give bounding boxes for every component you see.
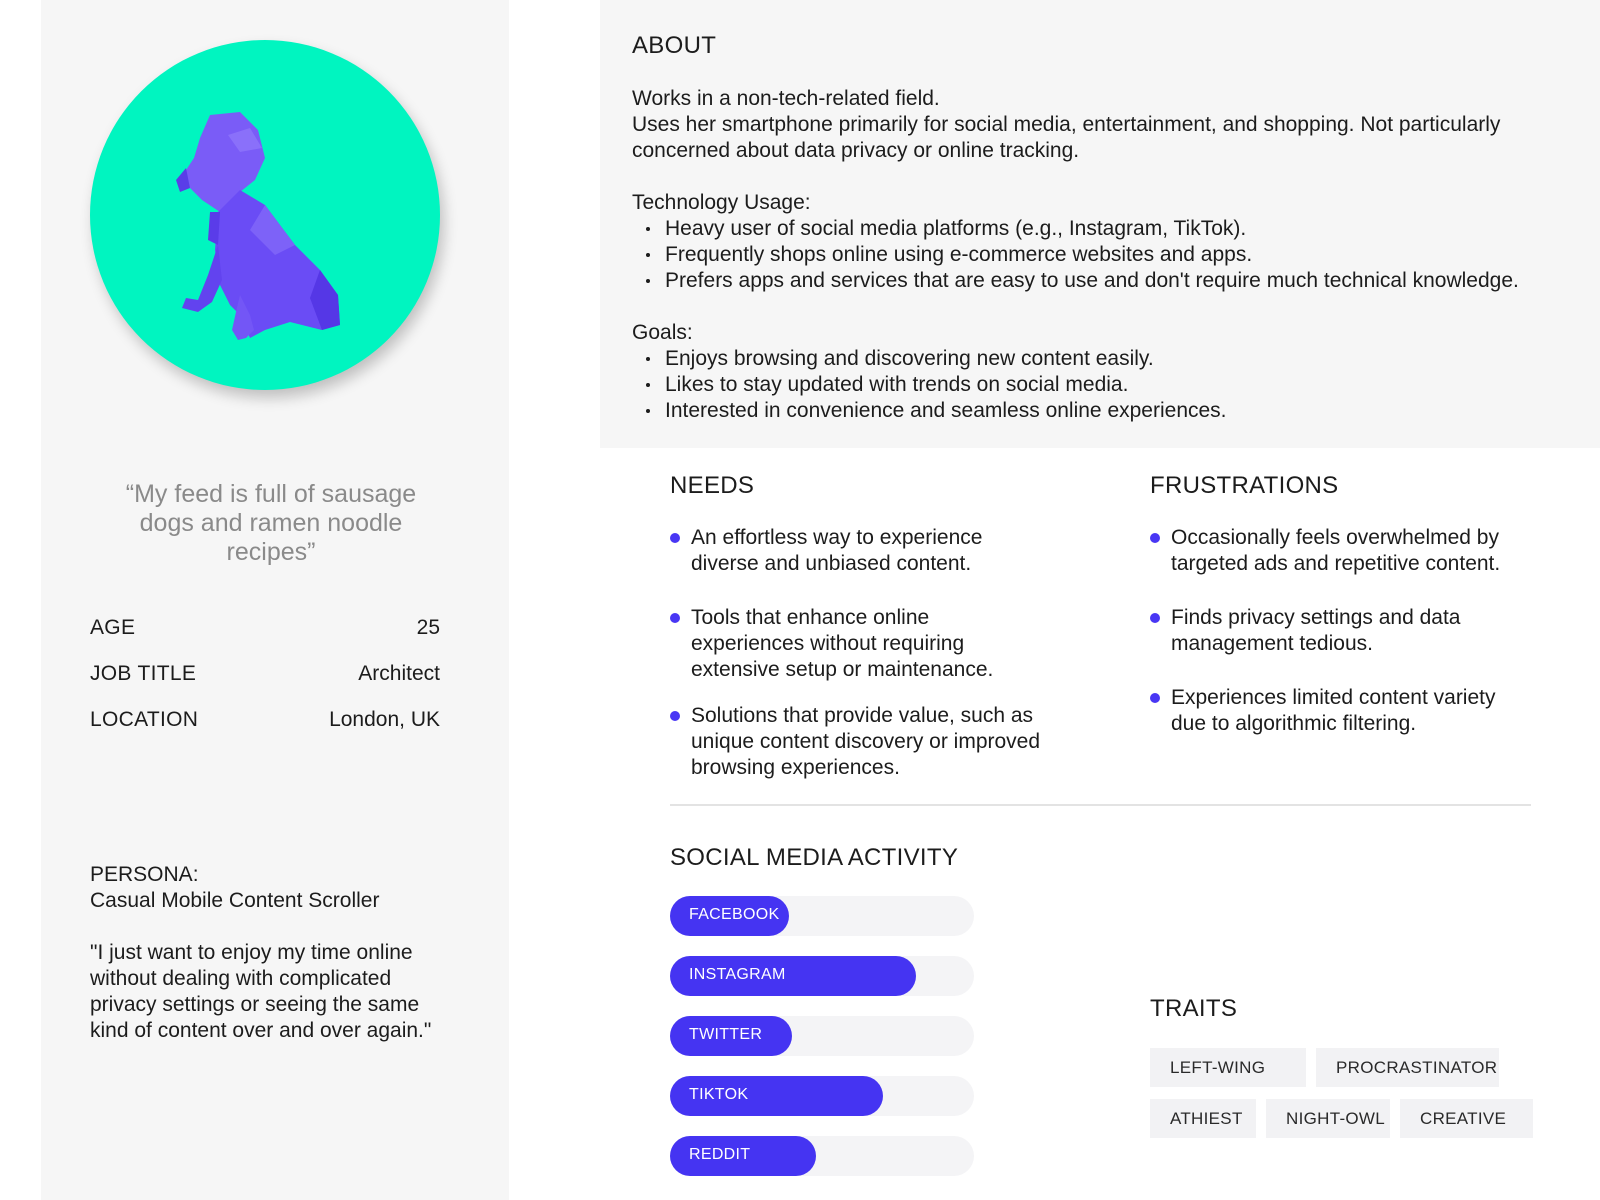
trait-tag: CREATIVE <box>1400 1099 1533 1138</box>
frustrations-title: FRUSTRATIONS <box>1150 472 1339 499</box>
section-divider <box>670 804 1531 806</box>
list-item: Tools that enhance online experiences without requiring extensive setup or maintenance. <box>670 605 1015 683</box>
tech-usage-heading: Technology Usage: <box>632 191 811 214</box>
list-item: Frequently shops online using e-commerce websites and apps. <box>644 242 1519 268</box>
persona-name: Casual Mobile Content Scroller <box>90 889 380 912</box>
list-item: Solutions that provide value, such as unique content discovery or improved browsing experiences. <box>670 703 1060 781</box>
about-panel <box>600 0 1600 448</box>
goals-list <box>644 346 1227 424</box>
profile-panel <box>41 0 509 1200</box>
age-label: AGE <box>90 616 136 639</box>
social-bar-twitter <box>670 1016 974 1056</box>
social-bar-tiktok <box>670 1076 974 1116</box>
social-bar-facebook <box>670 896 974 936</box>
trait-tag: ATHIEST <box>1150 1099 1256 1138</box>
location-label: LOCATION <box>90 708 199 731</box>
social-bar-instagram <box>670 956 974 996</box>
needs-title: NEEDS <box>670 472 755 499</box>
list-item: Likes to stay updated with trends on social media. <box>644 372 1227 398</box>
location-value: London, UK <box>329 708 440 731</box>
persona-label: PERSONA: <box>90 863 199 886</box>
bar-label: INSTAGRAM <box>689 966 786 983</box>
traits-title: TRAITS <box>1150 995 1238 1022</box>
list-item: Heavy user of social media platforms (e.g., Instagram, TikTok). <box>644 216 1519 242</box>
age-value: 25 <box>416 616 440 639</box>
about-line-2: Uses her smartphone primarily for social media, entertainment, and shopping. Not particularly concerned about data privacy or online tracking. <box>632 113 1501 162</box>
info-row-location <box>90 708 440 736</box>
bar-label: FACEBOOK <box>689 906 780 923</box>
trait-tag: LEFT-WING <box>1150 1048 1306 1087</box>
trait-tag: PROCRASTINATOR <box>1316 1048 1499 1087</box>
trait-tag: NIGHT-OWL <box>1266 1099 1390 1138</box>
bar-label: TIKTOK <box>689 1086 749 1103</box>
about-line-1: Works in a non-tech-related field. <box>632 87 940 110</box>
job-title-value: Architect <box>358 662 440 685</box>
social-media-title: SOCIAL MEDIA ACTIVITY <box>670 844 959 871</box>
social-bar-reddit <box>670 1136 974 1176</box>
list-item: Occasionally feels overwhelmed by targeted ads and repetitive content. <box>1150 525 1530 577</box>
persona-statement: "I just want to enjoy my time online without dealing with complicated privacy settings or seeing the same kind of content over and over again." <box>90 941 432 1042</box>
info-row-age <box>90 616 440 644</box>
list-item: Interested in convenience and seamless online experiences. <box>644 398 1227 424</box>
persona-quote-headline: “My feed is full of sausage dogs and ramen noodle recipes” <box>125 480 417 566</box>
list-item: An effortless way to experience diverse and unbiased content. <box>670 525 1030 577</box>
about-title: ABOUT <box>632 32 717 59</box>
list-item: Finds privacy settings and data management tedious. <box>1150 605 1490 657</box>
list-item: Enjoys browsing and discovering new content easily. <box>644 346 1227 372</box>
tech-usage-list <box>644 216 1519 294</box>
job-title-label: JOB TITLE <box>90 662 197 685</box>
bar-label: TWITTER <box>689 1026 763 1043</box>
bar-label: REDDIT <box>689 1146 751 1163</box>
goals-heading: Goals: <box>632 321 693 344</box>
info-row-job-title <box>90 662 440 690</box>
list-item: Prefers apps and services that are easy to use and don't require much technical knowledge. <box>644 268 1519 294</box>
dog-icon <box>90 40 440 390</box>
avatar <box>90 40 440 390</box>
list-item: Experiences limited content variety due to algorithmic filtering. <box>1150 685 1530 737</box>
